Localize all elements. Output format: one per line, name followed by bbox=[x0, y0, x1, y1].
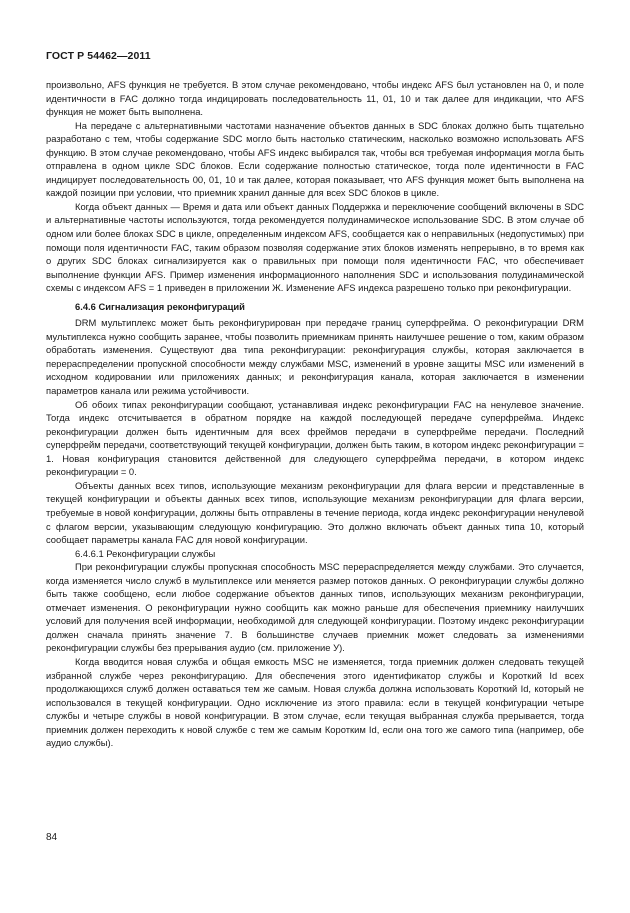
paragraph: Когда объект данных — Время и дата или объект данных Поддержка и переключение сообщений включены в SDC и альтернативные частоты используются, тогда рекомендуется полудинамическое использование SDC. В этом случае об одном или более блоках SDC в цикле, определенным индексом AFS, сообщается как о неправильных (недопустимых) при помощи поля идентичности FAC, таким образом позволяя содержание этих блоков изменять непрерывно, в то время как о других SDC блоках сигнализируется как о правильных при помощи поля идентичности FAC, что обеспечивает выполнение функции AFS. Пример изменения информационного наполнения SDC и использования полудинамической схемы с индексом AFS = 1 приведен в приложении Ж. Изменение AFS индекса разрешено только при реконфигурации. bbox=[46, 200, 584, 294]
paragraph: Когда вводится новая служба и общая емкость MSC не изменяется, тогда приемник должен следовать текущей избранной службе через реконфигурацию. Для обеспечения этого идентификатор службы и Короткий Id всех продолжающихся служб должен оставаться тем же самым. Новая служба должна использовать Короткий Id, который не использовался в текущей конфигурации. Одно исключение из этого правила: если в текущей конфигурации четыре службы и четыре службы в новой конфигурации. В этом случае, если текущая выбранная служба прерывается, тогда приемник должен переходить к новой службе с тем же самым Коротким Id, если она того же самого типа (например, обе аудио службы). bbox=[46, 655, 584, 749]
document-body bbox=[46, 78, 584, 750]
standard-header: ГОСТ Р 54462—2011 bbox=[46, 50, 151, 62]
paragraph: DRM мультиплекс может быть реконфигурирован при передаче границ суперфрейма. О реконфигурации DRM мультиплекса нужно сообщить заранее, чтобы позволить приемникам принять наилучшее решение о том, каким образом обработать изменения. Существуют два типа реконфигурации: реконфигурация службы, которая заключается в перераспределении пропускной способности между службами MSC, изменений в уровне защиты MSC или изменений в исходном кодировании или приложениях данных; и реконфигурация канала, которая заключается в изменении параметров канала или режима устойчивости. bbox=[46, 317, 584, 397]
paragraph-continuation: произвольно, AFS функция не требуется. В этом случае рекомендовано, чтобы индекс AFS был установлен на 0, и поле идентичности в FAC должно тогда индицировать последовательность 11, 01, 10 и так далее для индикации, что AFS функция не может быть выполнена. bbox=[46, 79, 584, 118]
paragraph: Объекты данных всех типов, использующие механизм реконфигурации для флага версии и представленные в текущей конфигурации и объекты данных всех типов, использующие механизм реконфигурации для флага версии, требуемые в новой конфигурации, должны быть отправлены в течение периода, когда индекс реконфигурации ненулевой с флагом версии, указывающим следующую конфигурацию. Это должно включать объект данных типа 10, который сообщает параметры канала FAC для новой конфигурации. bbox=[46, 479, 584, 546]
paragraph: При реконфигурации службы пропускная способность MSC перераспределяется между службами. Это случается, когда изменяется число служб в мультиплексе или меняется размер потоков данных. О реконфигурации службы должно быть также сообщено, если любое содержание объектов данных типов, использующих механизм реконфигурации, отмечает изменения. О реконфигурации нужно сообщить как можно раньше для обеспечения приемнику наилучших условий для получения всей информации, необходимой для следующей конфигурации. Поэтому индекс реконфигурации должен сначала принять значение 7. В большинстве случаев приемник может следовать за изменениями реконфигурации службы без прерывания аудио (см. приложение У). bbox=[46, 561, 584, 654]
page-number: 84 bbox=[46, 832, 58, 843]
section-heading: 6.4.6 Сигнализация реконфигураций bbox=[75, 300, 245, 312]
paragraph: Об обоих типах реконфигурации сообщают, устанавливая индекс реконфигурации FAC на ненулевое значение. Тогда индекс отсчитывается в обратном порядке на каждой последующей передаче суперфрейма. Индекс реконфигурации должен быть идентичным для всех фреймов передачи в суперфрейме передачи. Последний суперфрейм передачи, соответствующий текущей конфигурации, должен быть таким, в котором индекс реконфигурации = 1. Новая конфигурация становится действенной для следующего суперфрейма передачи, в котором индекс реконфигурации = 0. bbox=[46, 398, 584, 478]
subsection-heading: 6.4.6.1 Реконфигурации службы bbox=[75, 547, 216, 559]
paragraph: На передаче с альтернативными частотами назначение объектов данных в SDC блоках должно быть тщательно разработано с тем, чтобы содержание SDC могло быть настолько статическим, насколько возможно использовать AFS функцию. В этом случае рекомендовано, чтобы AFS индекс выбирался так, чтобы вся требуемая информация могла быть отправлена в одном цикле SDC блоков. Если содержание полностью статическое, тогда поле идентичности в FAC индицирует последовательность 00, 01, 10 и так далее, которая показывает, что AFS функция может быть выполнена на каждой позиции при условии, что приемник хранил данные для всех SDC блоков в цикле. bbox=[46, 119, 584, 199]
